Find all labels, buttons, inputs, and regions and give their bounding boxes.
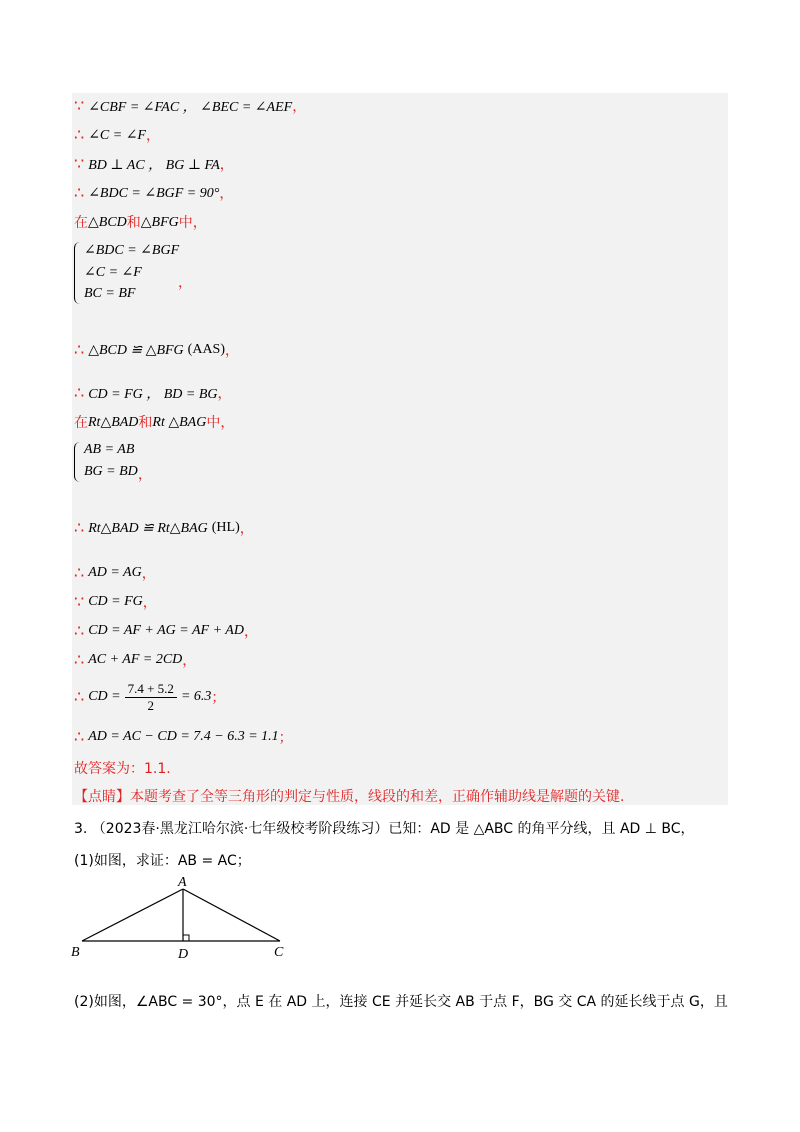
math-expr: △BFG (140, 214, 179, 230)
text: 和 (126, 215, 141, 231)
solution-line-12 (74, 621, 258, 641)
right-angle-mark (183, 935, 189, 941)
text: 在 (74, 215, 88, 231)
punct: ， (182, 654, 197, 669)
solution-line-8 (74, 412, 234, 432)
math-expr: ∠BDC = ∠BGF = 90° (88, 185, 220, 201)
solution-line-10 (74, 563, 156, 583)
punct: ， (225, 344, 240, 359)
math-expr: Rt△BAD ≌ Rt△BAG (88, 520, 208, 536)
system-row: BG = BD (84, 464, 138, 479)
equation-system-2 (74, 442, 274, 484)
punct: ； (211, 691, 226, 706)
math-expr: Rt △BAG (152, 414, 207, 430)
text: 中， (206, 415, 235, 431)
punct: ， (239, 522, 254, 537)
therefore-symbol: ∴ (74, 127, 85, 144)
criterion-tag: (AAS) (187, 342, 226, 357)
label-D: D (178, 947, 189, 962)
text: 中， (178, 215, 207, 231)
solution-line-2 (74, 125, 160, 145)
segment-AC (183, 889, 280, 941)
question-3-line-1: 3. （2023春·黑龙江哈尔滨·七年级校考阶段练习）已知：AD 是 △ABC 的角平分线，且 AD ⊥ BC， (74, 821, 695, 837)
math-expr: BD ⊥ AC ， BG ⊥ FA (88, 158, 220, 173)
therefore-symbol: ∴ (74, 385, 85, 402)
solution-line-5 (74, 212, 207, 232)
math-expr: CD = (88, 689, 121, 704)
solution-line-9 (74, 518, 254, 538)
triangle-figure (68, 872, 298, 964)
math-expr: = 6.3 (180, 689, 212, 704)
therefore-symbol: ∴ (74, 689, 85, 706)
solution-line-3 (74, 154, 234, 174)
math-expr: CD = FG ， BD = BG (88, 387, 218, 402)
denominator: 2 (147, 697, 155, 713)
brace (74, 242, 81, 304)
answer-line: 故答案为：1.1. (74, 761, 171, 777)
therefore-symbol: ∴ (74, 520, 85, 537)
punct: ， (219, 158, 234, 173)
math-expr: ∠C = ∠F (88, 127, 146, 143)
therefore-symbol: ∴ (74, 342, 85, 359)
math-expr: CD = FG (88, 594, 143, 609)
label-C: C (274, 945, 284, 960)
question-3-part-2: (2)如图，∠ABC = 30°，点 E 在 AD 上，连接 CE 并延长交 AB 于点 F，BG 交 CA 的延长线于点 G，且 (74, 994, 728, 1010)
criterion-tag: (HL) (211, 520, 240, 535)
math-expr: AC + AF = 2CD (88, 652, 183, 667)
system-row: AB = AB (84, 442, 135, 457)
solution-line-7 (74, 383, 232, 403)
solution-line-6 (74, 340, 239, 360)
solution-line-13 (74, 650, 196, 670)
system-row: BC = BF (84, 286, 136, 301)
comment-line: 【点睛】本题考查了全等三角形的判定与性质，线段的和差，正确作辅助线是解题的关键. (74, 789, 625, 805)
solution-line-4 (74, 183, 233, 203)
punct: ， (217, 387, 232, 402)
solution-line-1 (74, 96, 306, 116)
system-row: ∠BDC = ∠BGF (84, 243, 180, 258)
solution-line-15 (74, 727, 293, 747)
label-B: B (71, 945, 80, 960)
because-symbol: ∵ (74, 98, 85, 115)
text: 在 (74, 415, 88, 431)
text: 和 (138, 415, 153, 431)
punct: ， (138, 468, 152, 483)
math-expr: Rt△BAD (88, 414, 139, 430)
math-expr: AD = AC − CD = 7.4 − 6.3 = 1.1 (88, 729, 279, 744)
solution-line-14 (74, 680, 225, 714)
fraction (125, 681, 177, 714)
math-expr: △BCD (88, 214, 127, 230)
equation-system-1 (74, 242, 274, 306)
therefore-symbol: ∴ (74, 185, 85, 202)
numerator: 7.4 + 5.2 (125, 681, 177, 698)
math-expr: AD = AG (88, 565, 142, 580)
punct: ； (278, 731, 293, 746)
punct: ， (292, 100, 307, 115)
math-expr: △BCD ≌ △BFG (88, 342, 184, 358)
segment-AB (82, 889, 183, 941)
math-expr: ∠CBF = ∠FAC ， ∠BEC = ∠AEF (88, 100, 293, 115)
because-symbol: ∵ (74, 594, 85, 611)
math-expr: CD = AF + AG = AF + AD (88, 623, 244, 638)
because-symbol: ∵ (74, 156, 85, 173)
punct: ， (219, 187, 234, 202)
punct: ， (141, 567, 156, 582)
system-row: ∠C = ∠F (84, 265, 142, 280)
label-A: A (178, 875, 187, 890)
question-3-part-1: (1)如图，求证：AB = AC； (74, 853, 251, 869)
therefore-symbol: ∴ (74, 652, 85, 669)
punct: ， (243, 625, 258, 640)
therefore-symbol: ∴ (74, 729, 85, 746)
punct: ， (178, 276, 192, 291)
punct: ， (142, 596, 157, 611)
solution-line-11 (74, 592, 157, 612)
punct: ， (146, 129, 160, 144)
therefore-symbol: ∴ (74, 565, 85, 582)
brace (74, 442, 81, 482)
therefore-symbol: ∴ (74, 623, 85, 640)
